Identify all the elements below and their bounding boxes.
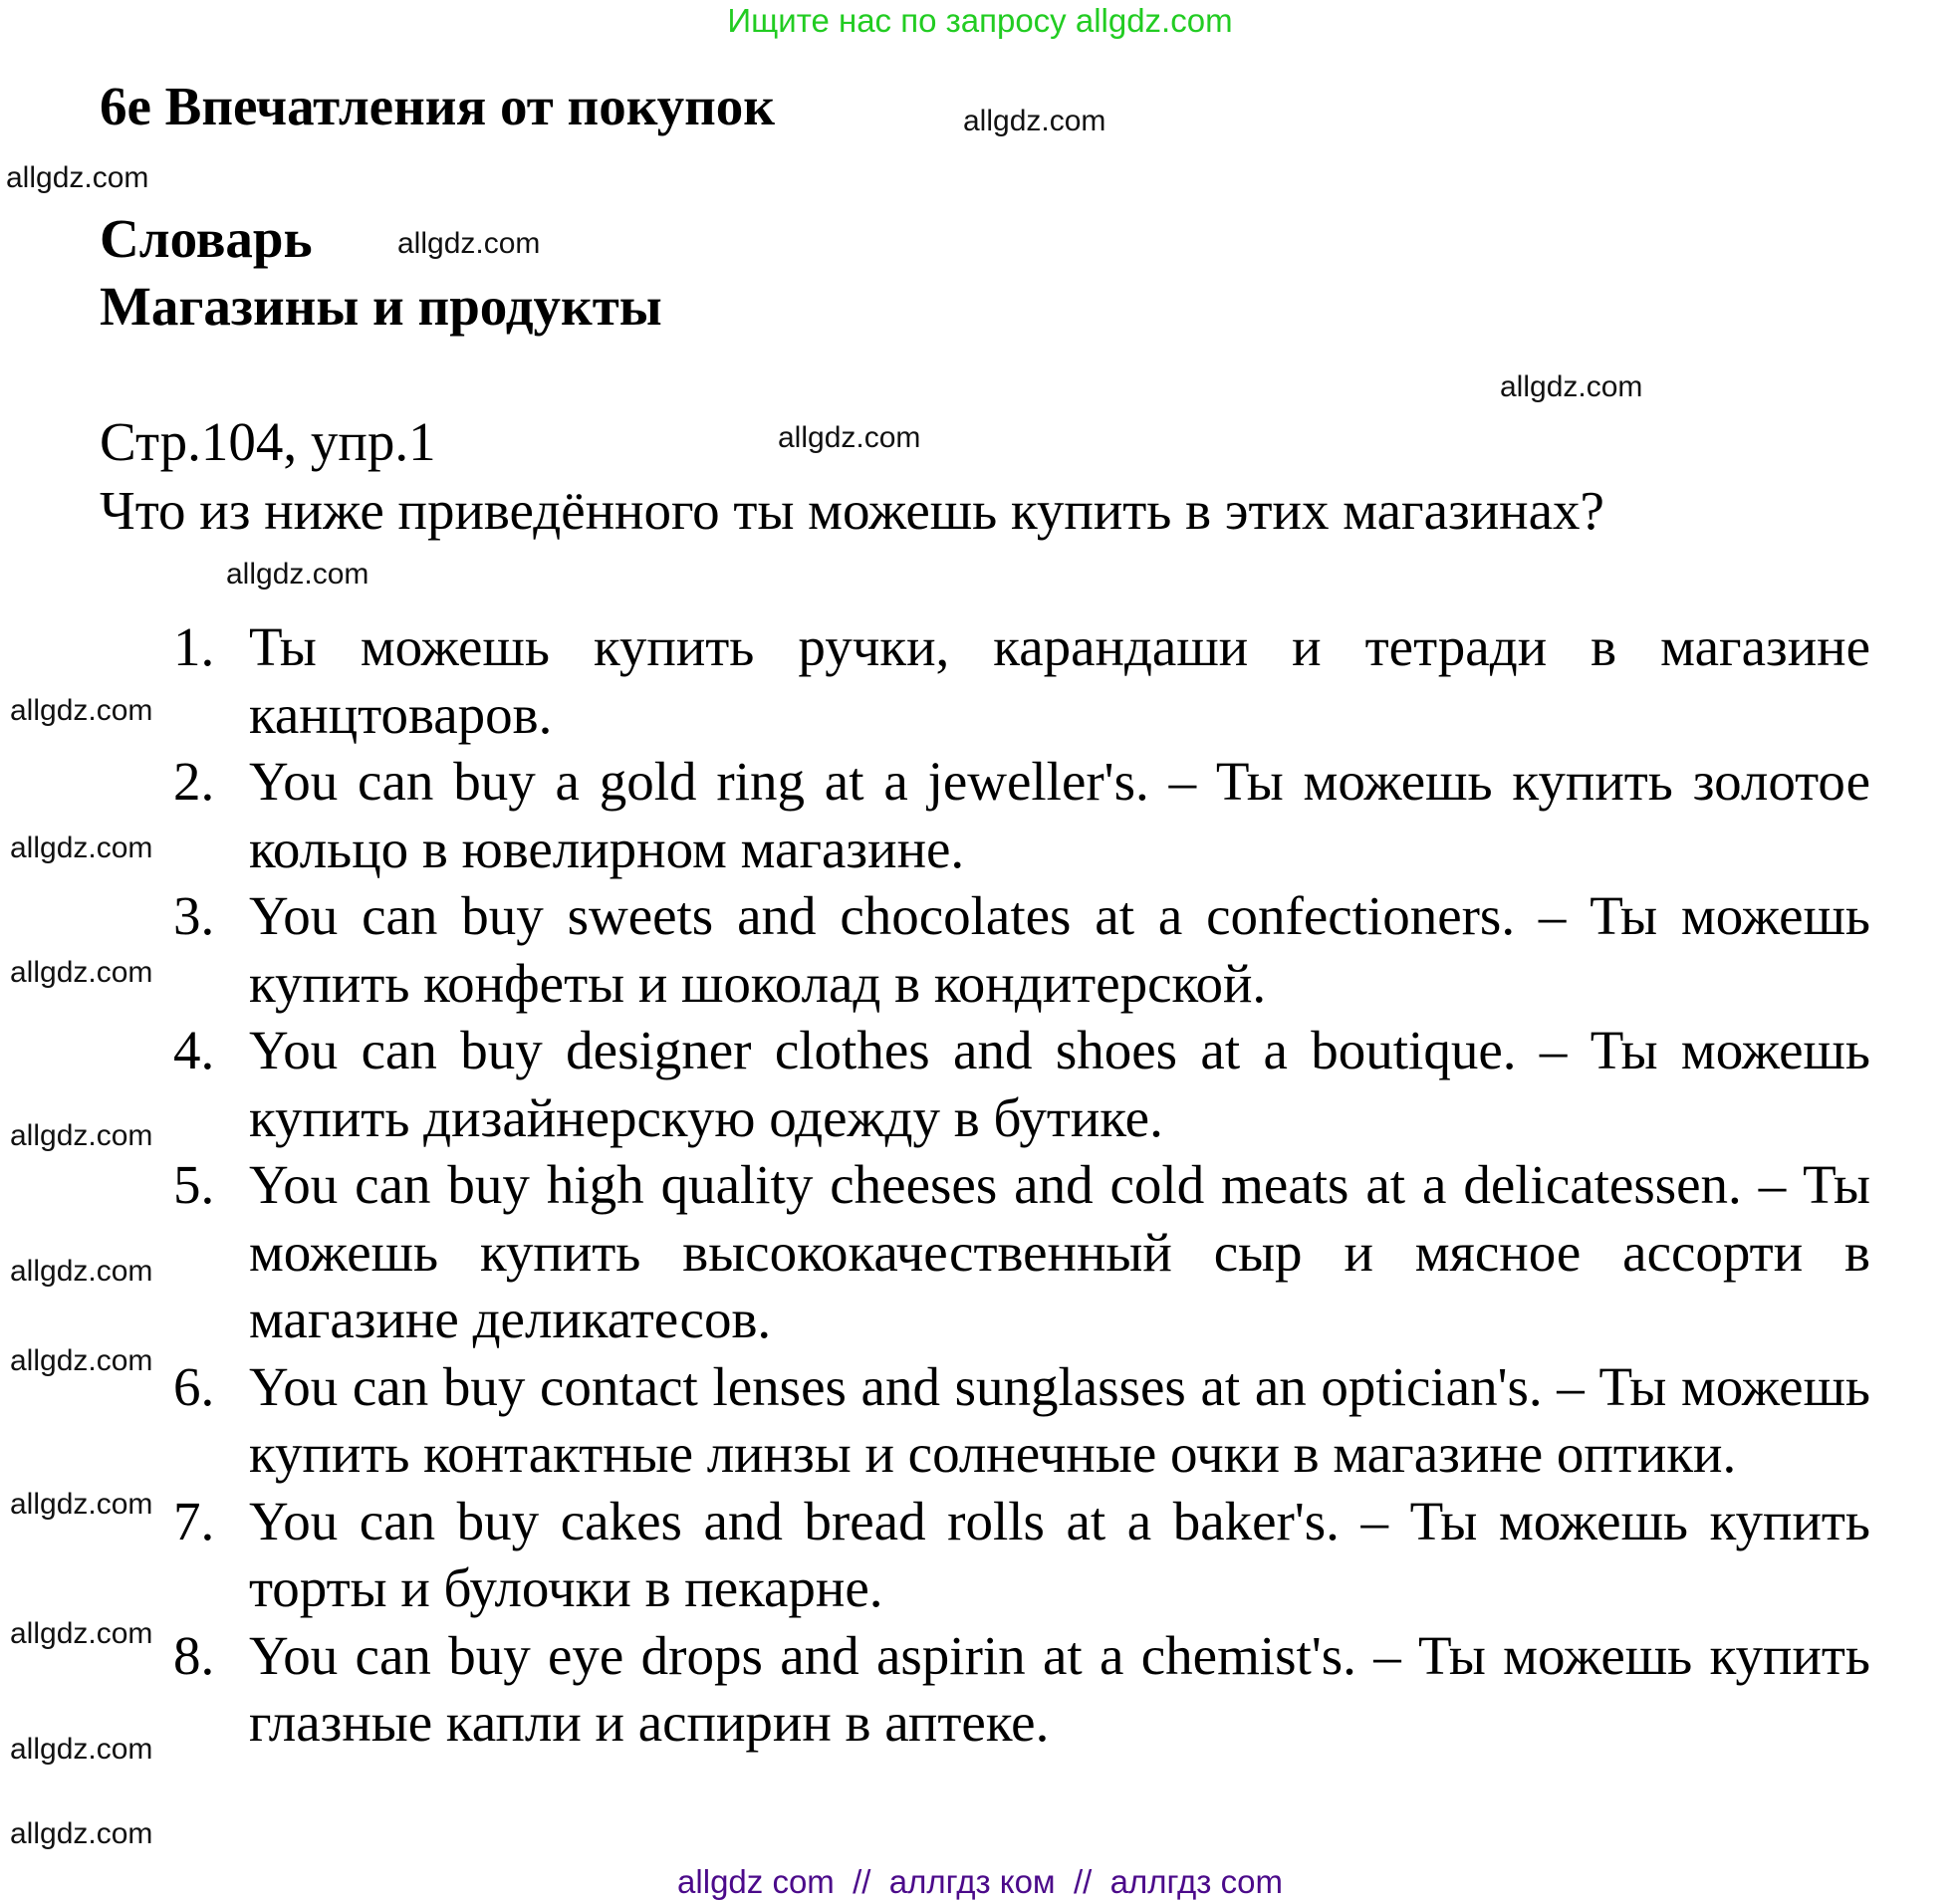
footer-links: allgdz com // аллгдз ком // аллгдз com <box>677 1863 1283 1900</box>
watermark: allgdz.com <box>226 558 369 591</box>
watermark: allgdz.com <box>778 421 921 454</box>
watermark: allgdz.com <box>10 1733 153 1766</box>
list-item: 7. You can buy cakes and bread rolls at a baker's. – Ты можешь купить торты и булочки в пекарне. <box>173 1490 1870 1618</box>
watermark: allgdz.com <box>10 1617 153 1650</box>
watermark: allgdz.com <box>10 1344 153 1377</box>
list-item: 3. You can buy sweets and chocolates at a confectioners. – Ты можешь купить конфеты и шоколад в кондитерской. <box>173 885 1870 1014</box>
watermark: allgdz.com <box>10 956 153 989</box>
list-item: 2. You can buy a gold ring at a jeweller's. – Ты можешь купить золотое кольцо в ювелирном магазине. <box>173 751 1870 879</box>
watermark: allgdz.com <box>10 694 153 727</box>
list-item: 8. You can buy eye drops and aspirin at a chemist's. – Ты можешь купить глазные капли и аспирин в аптеке. <box>173 1624 1870 1753</box>
watermark: allgdz.com <box>397 227 541 260</box>
subsection-title: Магазины и продукты <box>100 276 662 337</box>
heading: 6e Впечатления от покупок <box>100 76 775 136</box>
answer-list <box>173 613 1870 1757</box>
watermark: allgdz.com <box>10 1255 153 1288</box>
section-title: Словарь <box>100 208 313 269</box>
list-item: 5. You can buy high quality cheeses and cold meats at a delicatessen. – Ты можешь купить высококачественный сыр и мясное ассорти в магазине деликатесов. <box>173 1154 1870 1349</box>
list-item: 4. You can buy designer clothes and shoes at a boutique. – Ты можешь купить дизайнерскую одежду в бутике. <box>173 1020 1870 1148</box>
watermark: allgdz.com <box>10 1488 153 1521</box>
watermark: allgdz.com <box>6 161 149 194</box>
watermark: allgdz.com <box>10 1119 153 1152</box>
list-item: 6. You can buy contact lenses and sunglasses at an optician's. – Ты можешь купить контактные линзы и солнечные очки в магазине оптики. <box>173 1355 1870 1484</box>
watermark: allgdz.com <box>1500 370 1643 403</box>
watermark: allgdz.com <box>963 105 1106 137</box>
exercise-reference: Стр.104, упр.1 <box>100 411 436 472</box>
list-item: 1. Ты можешь купить ручки, карандаши и тетради в магазине канцтоваров. <box>173 616 1870 745</box>
watermark: allgdz.com <box>10 832 153 864</box>
watermark: allgdz.com <box>10 1817 153 1850</box>
top-banner: Ищите нас по запросу allgdz.com <box>727 2 1233 39</box>
question: Что из ниже приведённого ты можешь купить в этих магазинах? <box>100 480 1604 541</box>
